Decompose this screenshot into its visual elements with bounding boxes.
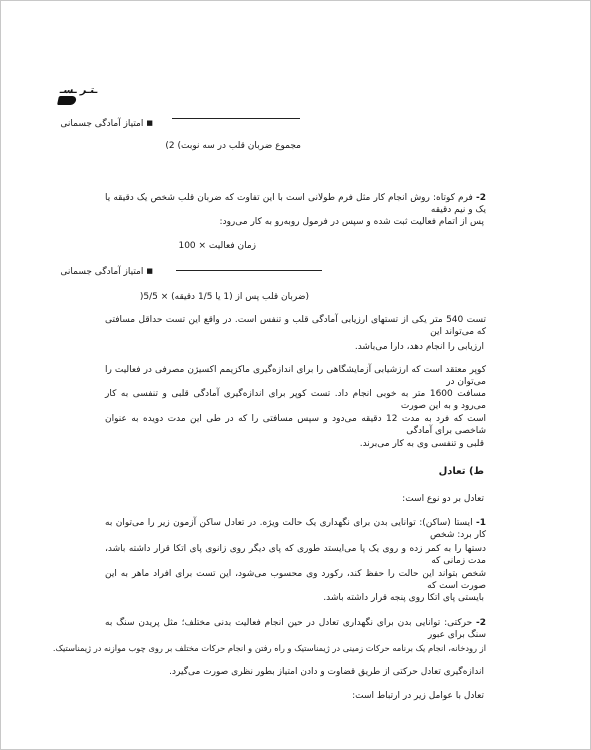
section2-number: 2- — [475, 193, 486, 203]
dynamic-text: حرکتی: توانایی بدن برای نگهداری تعادل در حین انجام فعالیت بدنی مختلف؛ مثل پریدن سنگ به سنگ برای عبور — [105, 618, 486, 640]
formula1-label: امتیاز آمادگی جسمانی — [60, 119, 144, 129]
balance-heading: ط) تعادل — [438, 466, 484, 477]
cooper-line3: است که فرد به مدت 12 دقیقه می‌دود و سپس مسافتی را که در طی این مدت دویده به عنوان شاخصی برای آمادگی — [105, 414, 486, 436]
formula2-numerator: زمان فعالیت × 100 — [178, 241, 256, 251]
formula1-label-row — [60, 117, 153, 130]
cooper-line1: کوپر معتقد است که ارزشیابی آزمایشگاهی را برای اندازه‌گیری ماکزیمم اکسیژن مصرفی در فعالیت را می‌توان در — [105, 365, 486, 387]
section2-line1 — [105, 192, 486, 216]
cooper-line2: مسافت 1600 متر به خوبی انجام داد. تست کوپر برای اندازه‌گیری آمادگی قلبی و تنفسی به کار می‌رود و به این صورت — [105, 389, 486, 411]
formula1-denominator: مجموع ضربان قلب در سه نوبت) 2) — [165, 141, 301, 151]
static-text: ایستا (ساکن): توانایی بدن برای نگهداری یک حالت ویژه. در تعادل ساکن آزمون زیر را می‌توان به کار برد: شخص — [105, 518, 486, 540]
static-balance-line1 — [105, 517, 486, 541]
balance-measure: اندازه‌گیری تعادل حرکتی از طریق قضاوت و دادن امتیاز بطور نظری صورت می‌گیرد. — [169, 667, 484, 677]
dynamic-number: 2- — [475, 618, 486, 628]
formula2-label: امتیاز آمادگی جسمانی — [60, 267, 144, 277]
section2-text: فرم کوتاه: روش انجام کار مثل فرم طولانی است با این تفاوت که ضربان قلب شخص یک دقیقه یا یک و نیم دقیقه — [105, 193, 486, 215]
test540-line2: ارزیابی را انجام دهد، دارا می‌باشد. — [354, 342, 484, 352]
balance-factors: تعادل با عوامل زیر در ارتباط است: — [352, 691, 484, 701]
static-number: 1- — [475, 518, 486, 528]
formula2-fraction-line — [176, 270, 322, 271]
static-balance-line4: بایستی پای اتکا روی پنجه قرار داشته باشد. — [323, 593, 484, 603]
bullet-icon: ■ — [146, 119, 153, 127]
dynamic-balance-line2: از رودخانه، انجام یک برنامه حرکات زمینی در ژیمناستیک و راه رفتن و انجام حرکات مختلف بر روی چوب موازنه در ژیمناستیک. — [52, 643, 486, 653]
bullet-icon: ■ — [146, 267, 153, 275]
static-balance-line2: دستها را به کمر زده و روی یک پا می‌ایستد طوری که پای دیگر روی زانوی پای اتکا قرار داشته باشد، مدت زمانی که — [105, 544, 486, 566]
formula2-label-row — [60, 265, 153, 278]
formula1-fraction-line — [172, 118, 300, 119]
static-balance-line3: شخص بتواند این حالت را حفظ کند، رکورد وی محسوب می‌شود، این تست برای افراد ماهر به این صورت است که — [105, 569, 486, 591]
logo-text: ـتـر ـسـ — [58, 85, 99, 96]
logo-mark — [57, 96, 77, 105]
section2-line2: پس از اتمام فعالیت ثبت شده و سپس در فرمول روبه‌رو به کار می‌رود: — [219, 217, 484, 227]
header-logo — [59, 86, 113, 96]
dynamic-balance-line1 — [105, 617, 486, 641]
test540-line1: تست 540 متر یکی از تستهای ارزیابی آمادگی قلب و تنفس است. در واقع این تست حداقل مسافتی که می‌تواند این — [105, 315, 487, 337]
balance-intro: تعادل بر دو نوع است: — [402, 494, 484, 504]
formula2-denominator: (ضربان قلب پس از (1 یا 1/5 دقیقه) × 5/5( — [139, 292, 309, 302]
cooper-line4: قلبی و تنفسی وی به کار می‌برند. — [359, 439, 484, 449]
